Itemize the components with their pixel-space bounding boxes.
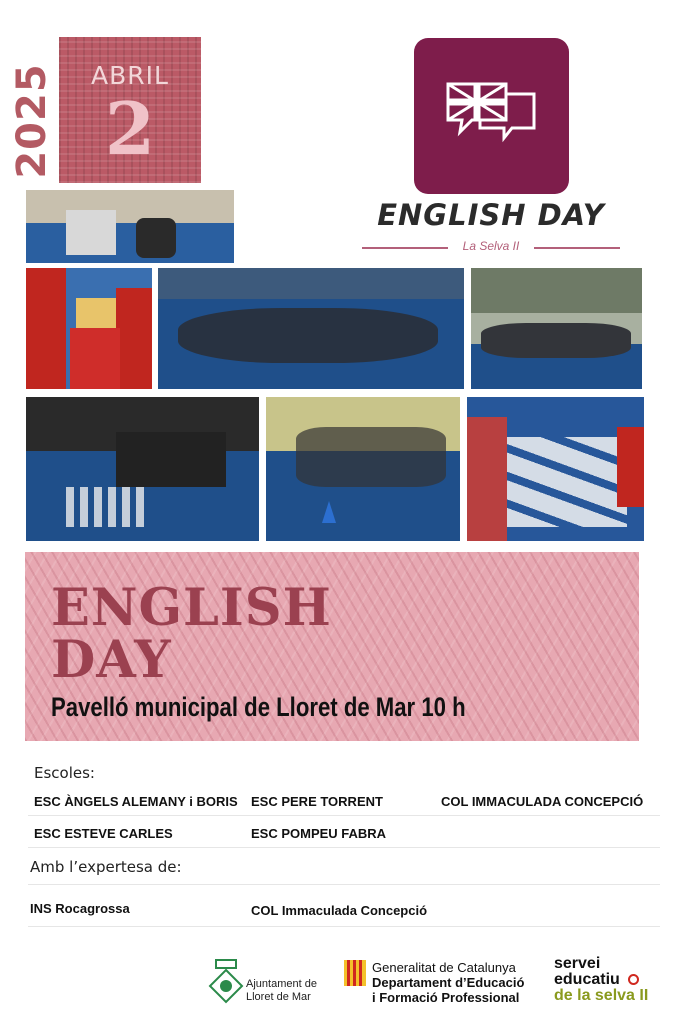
photo-seated-crowd — [158, 268, 464, 389]
servei-educatiu-logo — [554, 956, 664, 1008]
photo-floor-cards — [26, 397, 259, 541]
day-number: 2 — [104, 86, 156, 171]
banner-title-line2: DAY — [51, 630, 172, 690]
senyera-icon — [344, 960, 366, 986]
school-name: ESC ÀNGELS ALEMANY i BORIS — [34, 794, 238, 809]
expertise-label: Amb l’expertesa de: — [30, 858, 182, 876]
photo-cones — [266, 397, 460, 541]
ajuntament-line1: Ajuntament de — [246, 978, 317, 990]
school-name: ESC POMPEU FABRA — [251, 826, 387, 841]
servei-line2: educatiu — [554, 971, 620, 988]
school-name: ESC ESTEVE CARLES — [34, 826, 173, 841]
divider — [28, 847, 660, 848]
divider — [28, 815, 660, 816]
school-name: ESC PERE TORRENT — [251, 794, 383, 809]
target-icon — [628, 974, 639, 985]
servei-line1: servei — [554, 955, 601, 972]
photo-sports-hall — [471, 268, 642, 389]
uk-flag-speech-bubble-icon — [444, 80, 540, 152]
month-label: ABRIL — [91, 61, 169, 90]
logo-subtitle: La Selva II — [462, 239, 520, 253]
generalitat-logo — [342, 958, 542, 1008]
generalitat-line1: Generalitat de Catalunya — [372, 960, 516, 975]
servei-line3: de la selva II — [554, 987, 649, 1004]
school-name: COL IMMACULADA CONCEPCIÓ — [441, 794, 644, 809]
schools-label: Escoles: — [34, 764, 95, 782]
event-banner — [25, 552, 639, 741]
photo-pavilion-group — [26, 190, 234, 263]
divider — [28, 884, 660, 885]
expert-name: INS Rocagrossa — [30, 901, 130, 916]
ajuntament-logo — [208, 958, 318, 1008]
logo-subtitle-rule — [362, 241, 620, 255]
crest-icon — [208, 958, 244, 1006]
english-day-logo — [414, 38, 569, 194]
year-label: 2025 — [9, 63, 55, 179]
photo-worksheets — [467, 397, 644, 541]
banner-title-line1: ENGLISH — [51, 578, 332, 638]
generalitat-line2: Departament d’Educació — [372, 975, 525, 990]
banner-location: Pavelló municipal de Lloret de Mar 10 h — [51, 692, 466, 722]
ajuntament-line2: Lloret de Mar — [246, 991, 311, 1003]
divider — [28, 926, 660, 927]
photo-board-game — [26, 268, 152, 389]
generalitat-line3: i Formació Professional — [372, 990, 520, 1005]
logo-title: ENGLISH DAY — [377, 198, 605, 232]
date-box — [59, 37, 201, 183]
expert-name: COL Immaculada Concepció — [251, 903, 428, 918]
